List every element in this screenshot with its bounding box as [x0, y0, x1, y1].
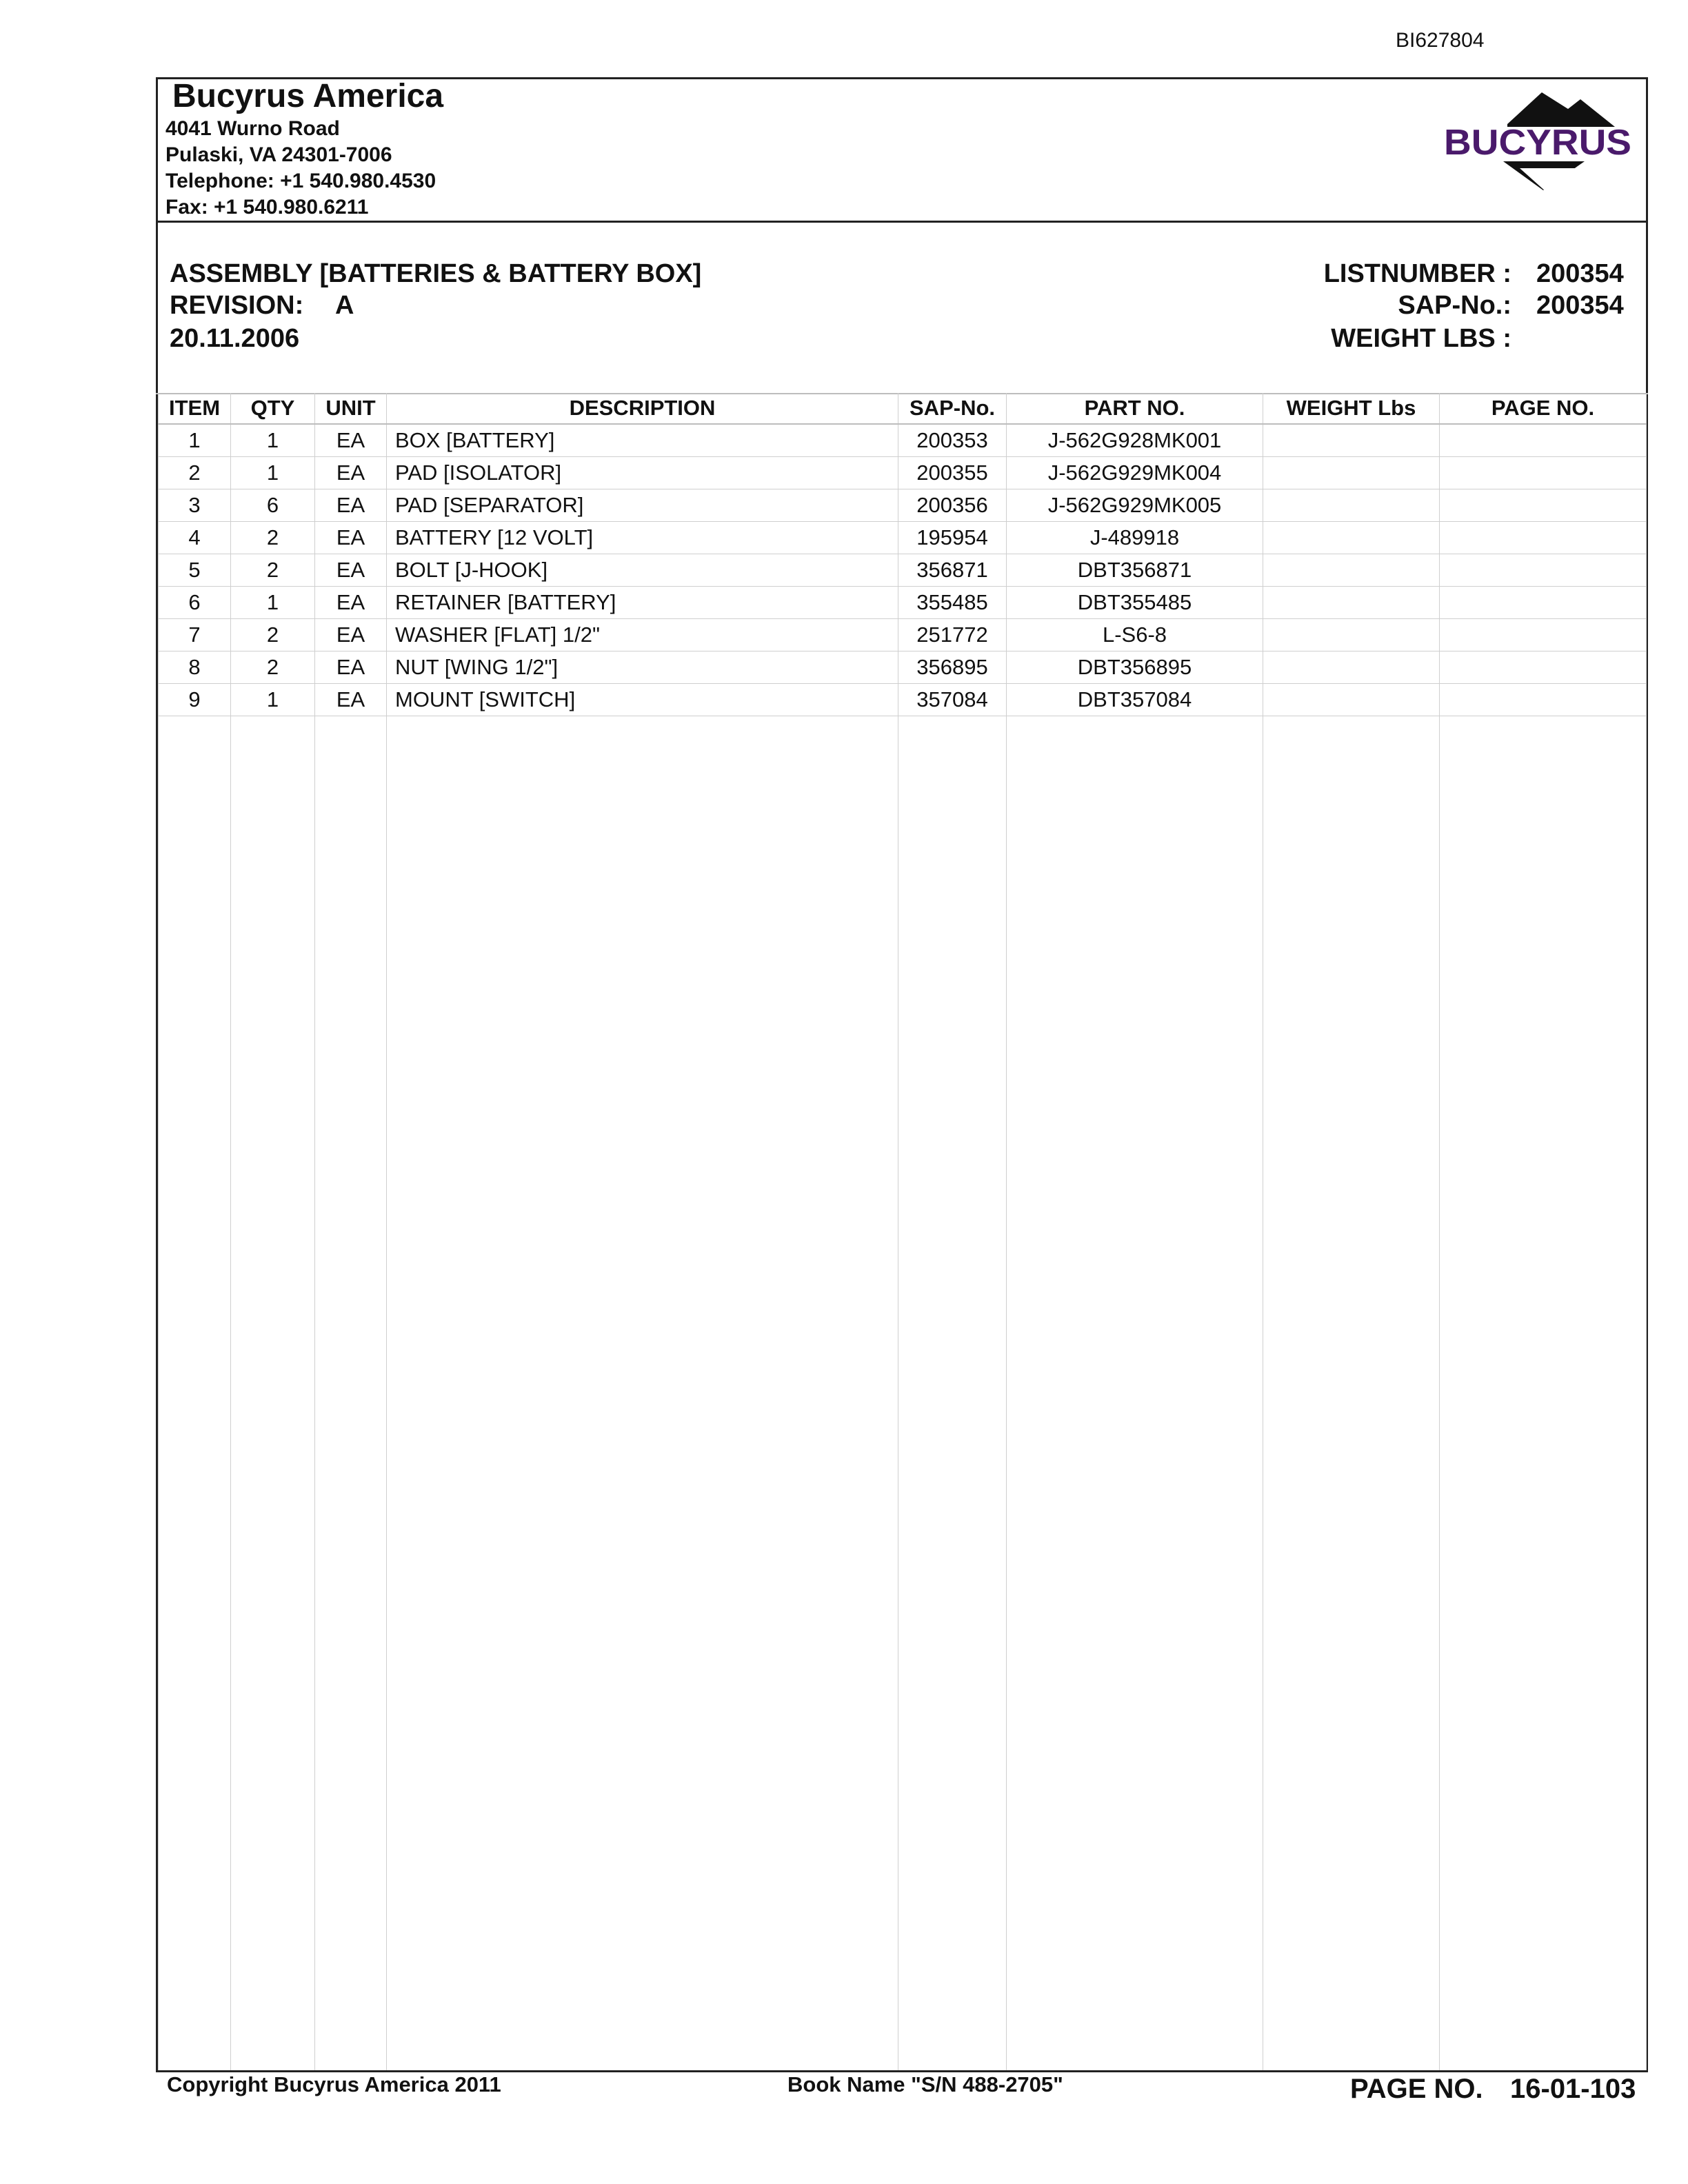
header-sap-no: SAP-No. — [898, 393, 1007, 424]
listnumber-label: LISTNUMBER : — [1323, 259, 1511, 288]
cell-page-no — [1440, 651, 1647, 684]
cell-description: BOX [BATTERY] — [387, 424, 898, 457]
cell-description: PAD [SEPARATOR] — [387, 489, 898, 522]
cell-sap-no: 195954 — [898, 522, 1007, 554]
cell-sap-no: 200356 — [898, 489, 1007, 522]
table-header-row — [159, 393, 1647, 424]
cell-weight — [1263, 522, 1440, 554]
cell-item: 5 — [159, 554, 231, 587]
weight-label: WEIGHT LBS : — [1331, 324, 1511, 353]
company-name: Bucyrus America — [172, 78, 444, 114]
cell-page-no — [1440, 424, 1647, 457]
header-weight: WEIGHT Lbs — [1263, 393, 1440, 424]
table-filler-row — [159, 716, 1647, 2071]
cell-weight — [1263, 424, 1440, 457]
cell-qty: 1 — [231, 684, 315, 716]
cell-description: BOLT [J-HOOK] — [387, 554, 898, 587]
cell-sap-no: 200355 — [898, 457, 1007, 489]
footer-page-number: 16-01-103 — [1510, 2074, 1636, 2104]
table-row — [159, 489, 1647, 522]
table-row — [159, 424, 1647, 457]
sap-number-label: SAP-No.: — [1398, 291, 1511, 320]
cell-qty: 2 — [231, 554, 315, 587]
header-item: ITEM — [159, 393, 231, 424]
cell-item: 1 — [159, 424, 231, 457]
cell-item: 8 — [159, 651, 231, 684]
cell-item: 3 — [159, 489, 231, 522]
cell-part-no: J-489918 — [1007, 522, 1263, 554]
header-part-no: PART NO. — [1007, 393, 1263, 424]
cell-item: 2 — [159, 457, 231, 489]
cell-qty: 1 — [231, 424, 315, 457]
cell-unit: EA — [315, 554, 387, 587]
footer-copyright: Copyright Bucyrus America 2011 — [167, 2072, 501, 2096]
table-row — [159, 651, 1647, 684]
cell-description: BATTERY [12 VOLT] — [387, 522, 898, 554]
cell-unit: EA — [315, 684, 387, 716]
table-row — [159, 554, 1647, 587]
cell-qty: 2 — [231, 651, 315, 684]
cell-item: 9 — [159, 684, 231, 716]
cell-qty: 2 — [231, 619, 315, 651]
cell-part-no: L-S6-8 — [1007, 619, 1263, 651]
cell-item: 4 — [159, 522, 231, 554]
logo-triangle-cut — [1520, 168, 1576, 192]
logo-wordmark: BUCYRUS — [1444, 123, 1631, 163]
cell-page-no — [1440, 587, 1647, 619]
cell-sap-no: 356895 — [898, 651, 1007, 684]
table-row — [159, 522, 1647, 554]
cell-part-no: J-562G929MK004 — [1007, 457, 1263, 489]
footer-page-label: PAGE NO. — [1350, 2074, 1483, 2104]
cell-qty: 1 — [231, 587, 315, 619]
cell-sap-no: 356871 — [898, 554, 1007, 587]
cell-weight — [1263, 457, 1440, 489]
parts-table-body — [159, 424, 1647, 2070]
header-qty: QTY — [231, 393, 315, 424]
cell-sap-no: 251772 — [898, 619, 1007, 651]
cell-item: 7 — [159, 619, 231, 651]
cell-description: NUT [WING 1/2"] — [387, 651, 898, 684]
cell-qty: 2 — [231, 522, 315, 554]
table-row — [159, 684, 1647, 716]
header-unit: UNIT — [315, 393, 387, 424]
table-row — [159, 587, 1647, 619]
cell-description: RETAINER [BATTERY] — [387, 587, 898, 619]
cell-part-no: J-562G928MK001 — [1007, 424, 1263, 457]
table-row — [159, 457, 1647, 489]
cell-weight — [1263, 489, 1440, 522]
cell-part-no: DBT356895 — [1007, 651, 1263, 684]
cell-unit: EA — [315, 489, 387, 522]
cell-description: WASHER [FLAT] 1/2" — [387, 619, 898, 651]
cell-weight — [1263, 651, 1440, 684]
cell-page-no — [1440, 619, 1647, 651]
cell-sap-no: 355485 — [898, 587, 1007, 619]
cell-weight — [1263, 684, 1440, 716]
cell-weight — [1263, 554, 1440, 587]
cell-page-no — [1440, 457, 1647, 489]
bucyrus-logo — [1440, 88, 1636, 210]
parts-table — [158, 393, 1647, 2070]
cell-unit: EA — [315, 619, 387, 651]
cell-unit: EA — [315, 424, 387, 457]
table-row — [159, 619, 1647, 651]
company-address-line2: Pulaski, VA 24301-7006 — [165, 143, 392, 166]
assembly-title: ASSEMBLY [BATTERIES & BATTERY BOX] — [170, 259, 702, 288]
cell-item: 6 — [159, 587, 231, 619]
revision-label: REVISION: — [170, 291, 304, 320]
logo-mountain-shape — [1507, 92, 1615, 127]
cell-qty: 1 — [231, 457, 315, 489]
cell-page-no — [1440, 554, 1647, 587]
header-page-no: PAGE NO. — [1440, 393, 1647, 424]
cell-sap-no: 200353 — [898, 424, 1007, 457]
cell-unit: EA — [315, 587, 387, 619]
cell-sap-no: 357084 — [898, 684, 1007, 716]
listnumber-value: 200354 — [1536, 259, 1624, 288]
revision-value: A — [335, 291, 354, 320]
cell-weight — [1263, 587, 1440, 619]
cell-page-no — [1440, 522, 1647, 554]
cell-description: MOUNT [SWITCH] — [387, 684, 898, 716]
cell-description: PAD [ISOLATOR] — [387, 457, 898, 489]
cell-weight — [1263, 619, 1440, 651]
sap-number-value: 200354 — [1536, 291, 1624, 320]
header-divider — [156, 221, 1648, 223]
company-address-line1: 4041 Wurno Road — [165, 117, 340, 140]
cell-part-no: DBT355485 — [1007, 587, 1263, 619]
cell-part-no: J-562G929MK005 — [1007, 489, 1263, 522]
cell-page-no — [1440, 489, 1647, 522]
company-fax: Fax: +1 540.980.6211 — [165, 196, 369, 219]
assembly-date: 20.11.2006 — [170, 324, 300, 353]
cell-part-no: DBT357084 — [1007, 684, 1263, 716]
footer-book-name: Book Name "S/N 488-2705" — [787, 2072, 1063, 2096]
header-description: DESCRIPTION — [387, 393, 898, 424]
cell-page-no — [1440, 684, 1647, 716]
cell-unit: EA — [315, 522, 387, 554]
cell-qty: 6 — [231, 489, 315, 522]
cell-unit: EA — [315, 651, 387, 684]
document-id: BI627804 — [1396, 29, 1485, 52]
cell-unit: EA — [315, 457, 387, 489]
cell-part-no: DBT356871 — [1007, 554, 1263, 587]
company-telephone: Telephone: +1 540.980.4530 — [165, 170, 436, 192]
